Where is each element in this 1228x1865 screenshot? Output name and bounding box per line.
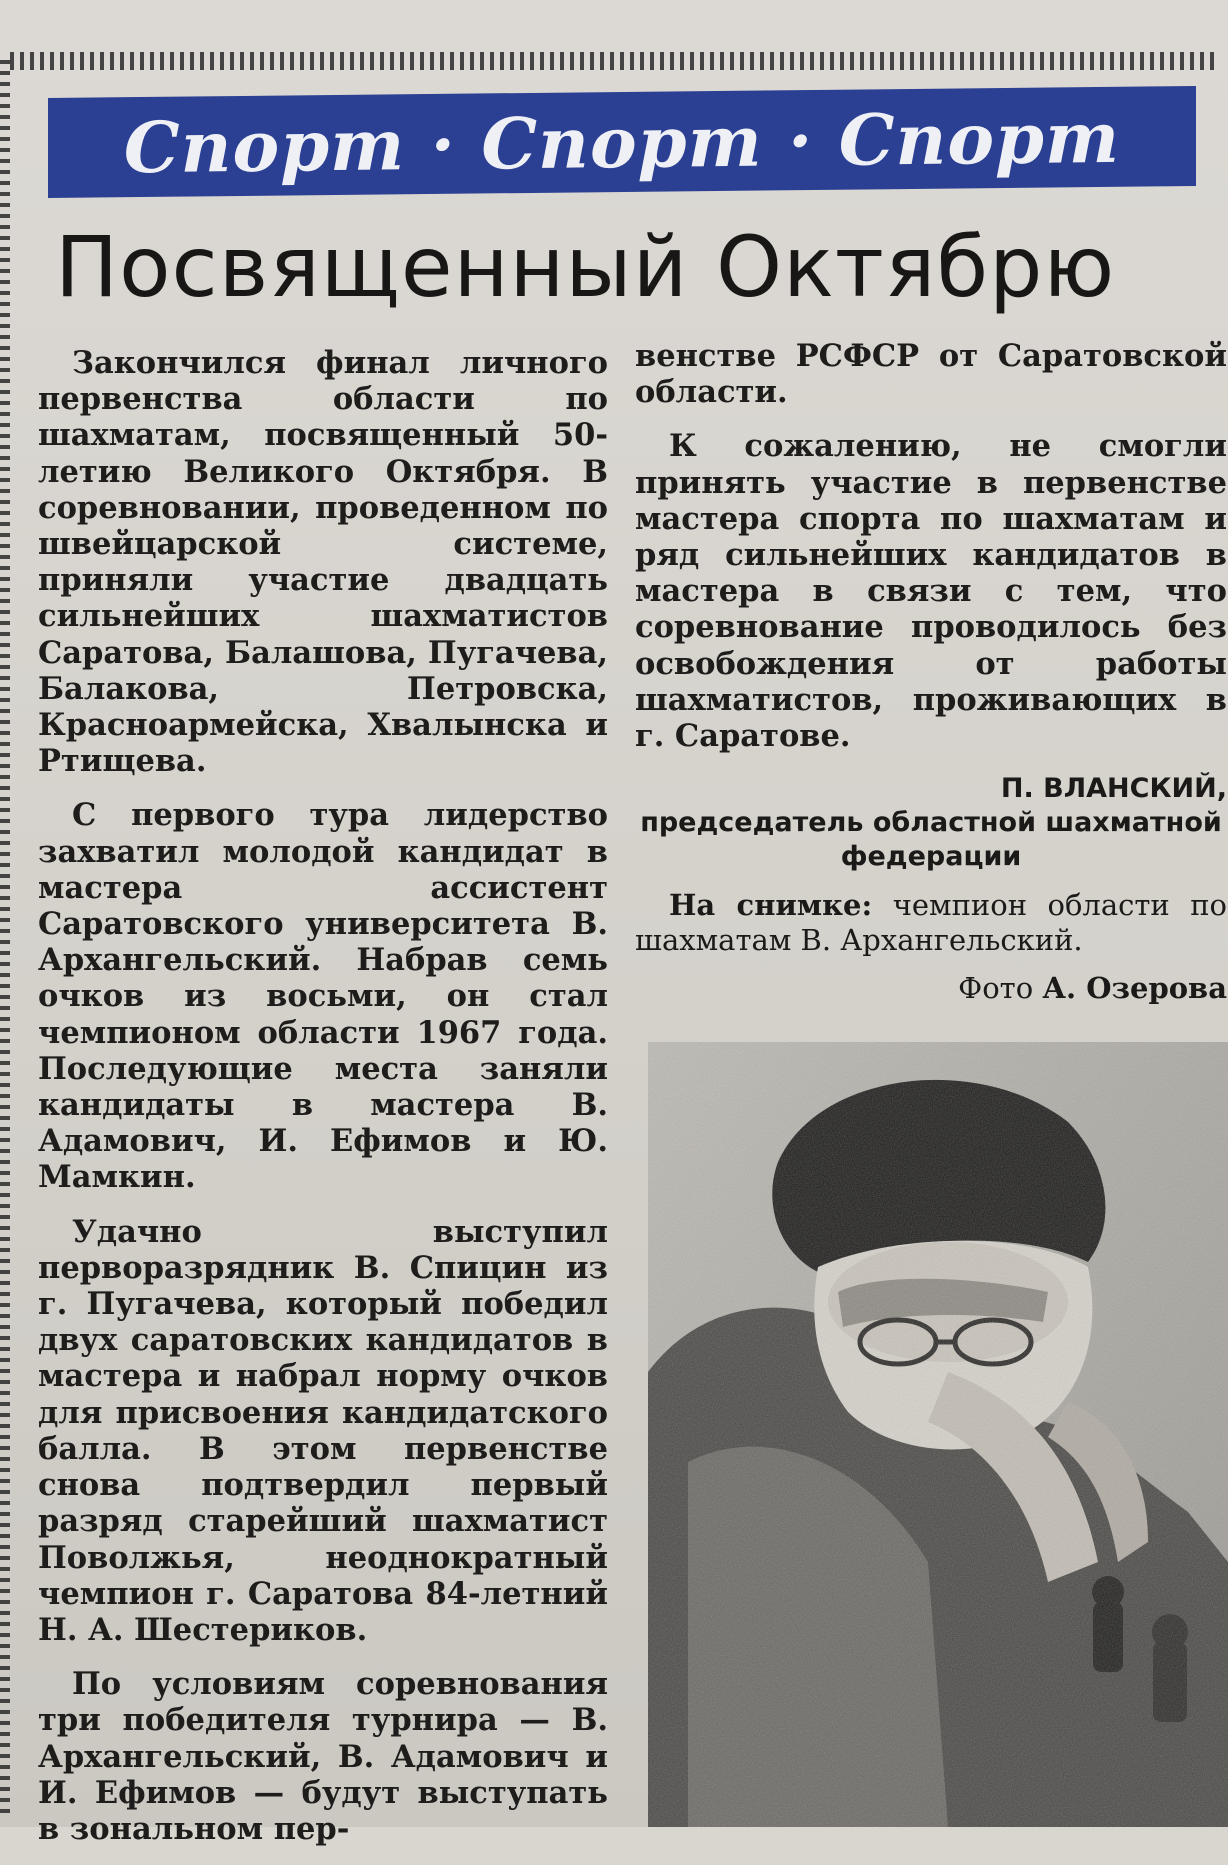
article-headline: Посвященный Октябрю: [55, 218, 1116, 316]
article-continuation: венстве РСФСР от Саратовской области.: [635, 338, 1227, 411]
credit-prefix: Фото: [958, 971, 1034, 1006]
sport-banner: [48, 86, 1196, 198]
article-paragraph-5: К сожалению, не смогли принять участие в первенстве мастера спорта по шахматам и ряд сильнейших кандидатов в мастера в связи с тем, что соревнование проводилось без освобождения от работы шахматистов, проживающих в г. Саратове.: [635, 428, 1227, 755]
article-right-column: [635, 338, 1227, 1008]
article-paragraph-2: С первого тура лидерство захватил молодой кандидат в мастера ассистент Саратовского университета В. Архангельский. Набрав семь очков из восьми, он стал чемпионом области 1967 года. Последующие места заняли кандидаты в мастера В. Адамович, И. Ефимов и Ю. Мамкин.: [38, 797, 608, 1196]
top-dashed-rule: [10, 52, 1220, 70]
article-left-column: [38, 345, 608, 1865]
credit-author: А. Озерова: [1042, 971, 1227, 1006]
article-paragraph-3: Удачно выступил перворазрядник В. Спицин из г. Пугачева, который победил двух саратовских кандидатов в мастера и набрал норму очков для присвоения кандидатского балла. В этом первенстве снова подтвердил первый разряд старейший шахматист Поволжья, неоднократный чемпион г. Саратова 84-летний Н. А. Шестериков.: [38, 1213, 608, 1648]
author-title: председатель областной шахматной федерации: [640, 807, 1222, 873]
photo-caption: [635, 888, 1227, 958]
article-paragraph-1: Закончился финал личного первенства области по шахматам, посвященный 50-летию Великого Октября. В соревновании, проведенном по швейцарской системе, приняли участие двадцать сильнейших шахматистов Саратова, Балашова, Пугачева, Балакова, Петровска, Красноармейска, Хвалынска и Ртищева.: [38, 345, 608, 780]
banner-text: Спорт · Спорт · Спорт: [123, 95, 1121, 189]
champion-photo: [648, 1042, 1228, 1827]
article-paragraph-4: По условиям соревнования три победителя турнира — В. Архангельский, В. Адамович и И. Ефимов — будут выступать в зональном пер-: [38, 1666, 608, 1847]
author-name: П. ВЛАНСКИЙ,: [1000, 773, 1227, 805]
caption-text: чемпион области по шахматам В. Архангельский.: [635, 888, 1227, 958]
photo-credit: [635, 968, 1227, 1008]
chess-player-photo-image: [648, 1042, 1228, 1827]
caption-label: На снимке:: [669, 888, 873, 923]
left-dashed-rule: [0, 60, 10, 1820]
